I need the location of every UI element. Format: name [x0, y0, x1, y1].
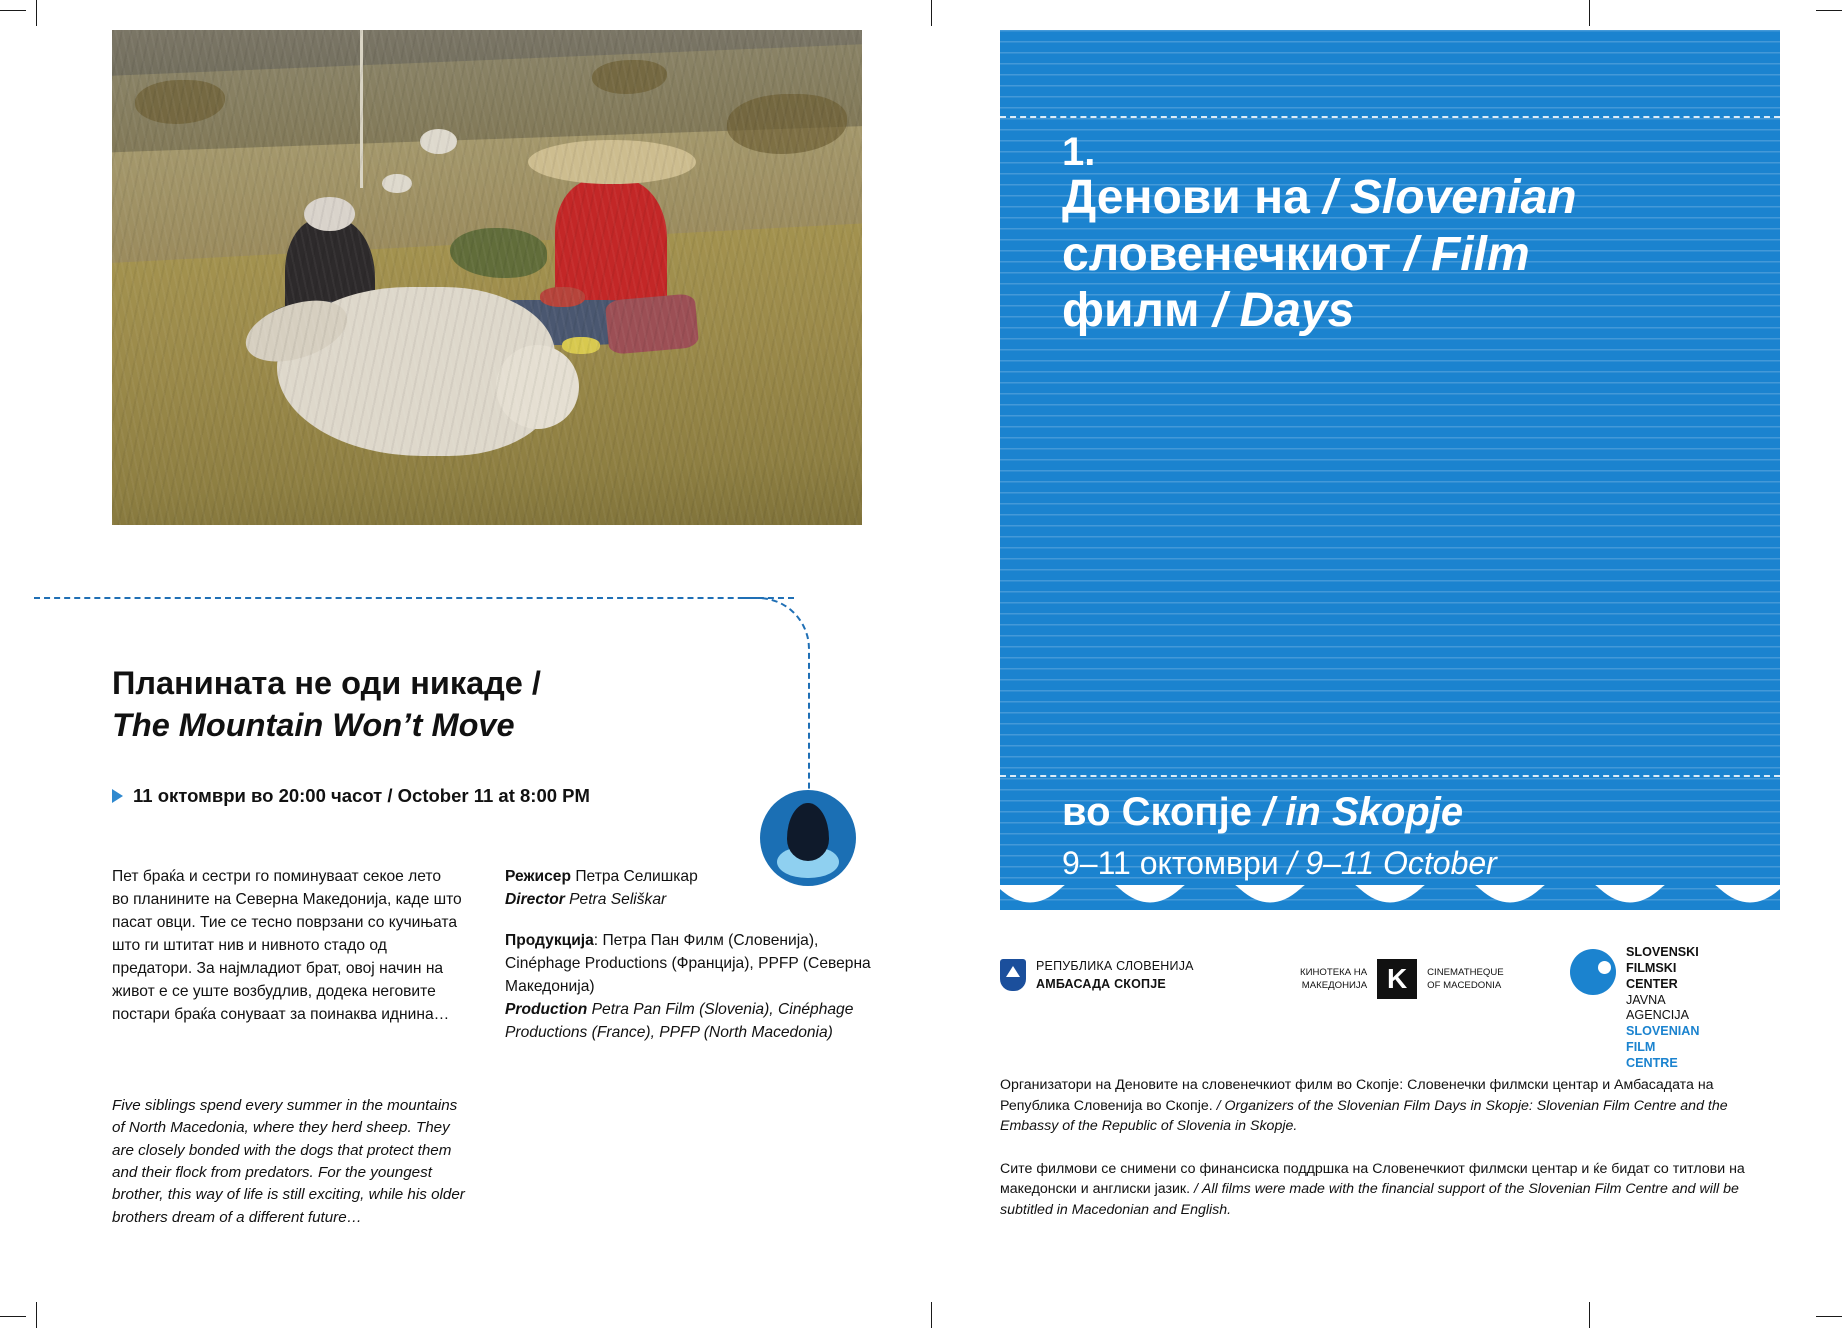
credits-director-label-mk: Режисер — [505, 868, 571, 885]
footnote-organizers-en: / Organizers of the Slovenian Film Days in Skopje: Slovenian Film Centre and the Embassy of the Republic of Slovenia in Skopje. — [1000, 1097, 1728, 1135]
festival-title-line3-en: / Days — [1212, 284, 1355, 338]
festival-title-line1-mk: Денови на — [1062, 171, 1324, 224]
photo-grass-texture — [112, 30, 862, 525]
festival-dates-en: / 9–11 October — [1287, 845, 1497, 881]
credits-director — [505, 866, 885, 912]
film-title-en: The Mountain Won’t Move — [112, 707, 515, 744]
synopsis-mk: Пет браќа и сестри го поминуваат секое лето во планините на Северна Македонија, каде што пасат овци. Тие се тесно поврзани со кучињата што ги штитат нив и нивното стадо од предатори. За најмладиот брат, овој начин на живот е се уште возбудлив, додека неговите постари браќа сонуваат за поинаква иднина… — [112, 868, 462, 1023]
festival-title-line3-mk: филм — [1062, 284, 1213, 338]
footnote-subtitles — [1000, 1159, 1784, 1221]
festival-place-en: / in Skopje — [1263, 790, 1464, 834]
logo-sfc-line8: CENTRE — [1626, 1056, 1678, 1071]
screening-time-label: 11 октомври во 20:00 часот / October 11 at 8:00 PM — [133, 785, 590, 806]
right-page — [990, 0, 1842, 1328]
credits-director-value-mk: Петра Селишкар — [575, 868, 698, 885]
film-eye-logo-lens — [787, 803, 829, 861]
logo-cinematheque-left-text — [1300, 966, 1367, 993]
logo-sfc-line7: FILM — [1626, 1040, 1656, 1055]
credits-director-value-en: Petra Seliškar — [569, 890, 667, 908]
sfc-circle-icon — [1570, 949, 1616, 995]
credits-production-en — [505, 1001, 853, 1041]
screening-time — [112, 785, 590, 807]
festival-dates-mk: 9–11 октомври — [1062, 845, 1288, 881]
footnote-subtitles-en: / All films were made with the financial support of the Slovenian Film Centre and will be subtitled in Macedonian and English. — [1000, 1181, 1739, 1218]
credits-production-value-mk: : Петра Пан Филм (Словенија), Cinéphage Productions (Франција), PPFP (Северна Македонија) — [505, 931, 871, 995]
festival-title — [1062, 170, 1762, 340]
synopsis-en: Five siblings spend every summer in the mountains of North Macedonia, where they herd sheep. They are closely bonded with the dogs that protect them and their flock from predators. For the youngest brother, this way of life is still exciting, while his older brothers dream of a different future… — [112, 1097, 465, 1226]
wave-svg — [1000, 885, 1780, 911]
festival-title-line1-en: / Slovenian — [1323, 171, 1577, 224]
logo-sfc-text — [1626, 945, 1699, 1072]
logo-cinematheque-right-line1: CINEMATHEQUE — [1427, 966, 1504, 978]
banner-wave-edge — [1000, 885, 1780, 911]
slovenia-crest-icon — [1000, 959, 1026, 991]
play-triangle-icon — [112, 789, 123, 803]
logo-embassy-line2: АМБАСАДА СКОПЈЕ — [1036, 977, 1166, 992]
logo-sfc-line5: AGENCIJA — [1626, 1008, 1689, 1023]
logo-cinematheque-left-line2: МАКЕДОНИЈА — [1301, 980, 1368, 991]
credits-director-en — [505, 891, 666, 908]
footnote-subtitles-mk: Сите филмови се снимени со финансиска поддршка на Словенечкиот филмски центар и ќе бидат со титлови на македонски и англиски јазик. — [1000, 1160, 1745, 1198]
festival-place-mk: во Скопје — [1062, 790, 1264, 834]
film-title — [112, 662, 752, 747]
logo-sfc-line6: SLOVENIAN — [1626, 1024, 1700, 1039]
logo-embassy-line1: РЕПУБЛИКА СЛОВЕНИЈА — [1036, 959, 1194, 973]
festival-title-line2-mk: словенечкиот — [1062, 227, 1405, 281]
festival-place — [1062, 790, 1463, 835]
footnote-organizers — [1000, 1075, 1784, 1137]
credits-director-label-en: Director — [505, 890, 565, 908]
logo-cinematheque-right-line2: OF MACEDONIA — [1427, 980, 1502, 991]
logo-sfc-line3: CENTER — [1626, 976, 1678, 991]
credits-production-value-en: Petra Pan Film (Slovenia), Cinéphage Productions (France), PPFP (North Macedonia) — [505, 1000, 854, 1041]
banner-dashed-line-top — [1000, 116, 1780, 118]
edition-number: 1. — [1062, 130, 1096, 174]
footnotes — [1000, 1075, 1784, 1243]
festival-banner — [1000, 30, 1780, 910]
logo-embassy-text — [1036, 957, 1194, 993]
banner-dashed-line-bottom — [1000, 775, 1780, 777]
logo-sfc-line4: JAVNA — [1626, 992, 1666, 1007]
credits-production-label-en: Production — [505, 1000, 588, 1018]
logo-cinematheque-right-text — [1427, 966, 1504, 993]
film-title-mk: Планината не оди никаде / — [112, 665, 541, 701]
footnote-organizers-mk: Организатори на Деновите на словенечкиот филм во Скопје: Словенечки филмски центар и Амбасадата на Република Словенија во Скопје. — [1000, 1077, 1714, 1114]
logo-cinematheque-of-macedonia — [1300, 959, 1504, 999]
logo-sfc-line1: SLOVENSKI — [1626, 945, 1699, 959]
festival-dates — [1062, 845, 1497, 882]
logo-slovenian-film-centre — [1570, 945, 1699, 1072]
festival-title-line2-en: / Film — [1404, 227, 1530, 281]
logo-cinematheque-left-line1: КИНОТЕКА НА — [1300, 966, 1368, 978]
credits-production — [505, 930, 885, 1045]
dashed-divider — [34, 597, 794, 599]
cinematheque-k-mark-icon: K — [1377, 959, 1417, 999]
credits-production-label-mk: Продукција — [505, 931, 594, 949]
sponsor-logos — [1000, 945, 1780, 1071]
film-credits — [505, 866, 885, 1062]
film-still-photo — [112, 30, 862, 525]
logo-embassy-of-slovenia — [1000, 957, 1194, 993]
logo-sfc-line2: FILMSKI — [1626, 960, 1677, 975]
